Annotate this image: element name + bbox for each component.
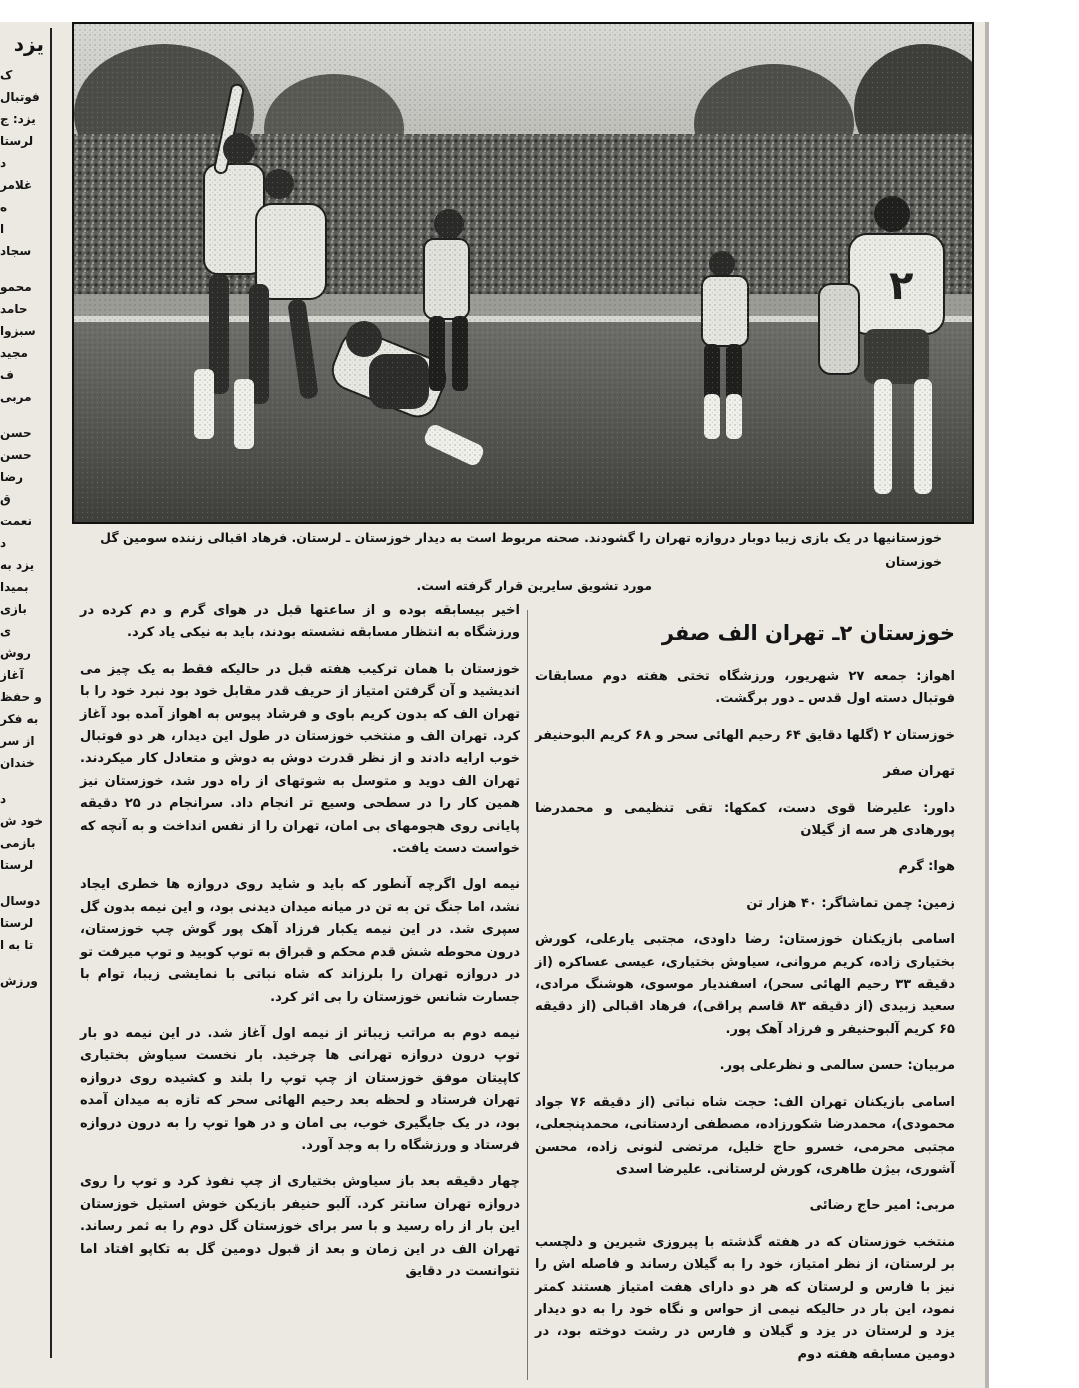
left-column-fragment: د <box>0 792 7 806</box>
left-column-fragment <box>0 408 50 422</box>
left-column-fragment: مربی <box>0 390 32 404</box>
left-clipped-column <box>0 28 52 1358</box>
left-column-fragment: ا <box>0 222 5 236</box>
article-headline: خوزستان ۲ـ تهران الف صفر <box>661 621 955 645</box>
left-column-fragments <box>0 64 50 992</box>
article-paragraph: منتخب خوزستان که در هفته گذشته با پیروزی شیرین و دلچسب بر لرستان، از نظر امتیاز، خود را به گیلان رساند و فاصله اش را نیز با فارس و لرستان که هر دو دارای هفت امتیاز هستند کمتر نمود، این بار در حالیکه نیمی از حواس و نگاه خود را به دو دیدار یزد و لرستان در یزد و گیلان و فارس در رشت دوخته بود، در دومین مسابقه هفته دوم <box>535 1234 955 1362</box>
left-column-fragment: لرستا <box>0 858 34 872</box>
article-paragraph: زمین: چمن تماشاگر: ۴۰ هزار تن <box>746 895 955 911</box>
left-column-fragment <box>0 774 50 788</box>
left-column-fragment: د <box>0 536 7 550</box>
article-paragraph: اخیر بیسابقه بوده و از ساعتها قبل در هوای گرم و دم کرده در ورزشگاه به انتظار مسابقه نشسته بودند، باید به نیکی یاد کرد. <box>80 603 520 641</box>
article-paragraph: چهار دقیقه بعد باز سیاوش بختیاری از چپ نفوذ کرد و توپ را روی دروازه تهران سانتر کرد. آلبو حنیفر بازیکن خوش استیل خوزستان این بار از راه رسید و با سر برای خوزستان گل دوم را به ثمر رساند. تهران الف در این زمان و بعد از قبول دومین گل به تکاپو افتاد اما نتوانست در دقایق <box>80 1174 520 1279</box>
article-paragraph: اهواز: جمعه ۲۷ شهریور، ورزشگاه تختی هفته دوم مسابقات فوتبال دسته اول قدس ـ دور برگشت. <box>535 669 955 707</box>
left-column-fragment: از سر <box>0 734 35 748</box>
left-column-fragment: خود ش <box>0 814 44 828</box>
left-column-fragment: ف <box>0 368 14 382</box>
left-column-fragment: رضا <box>0 470 24 484</box>
caption-line-2: مورد تشویق سایرین قرار گرفته است. <box>416 578 652 593</box>
left-column-fragment: ه <box>0 200 8 214</box>
left-column-fragment: د <box>0 156 7 170</box>
article-paragraph: اسامی بازیکنان خوزستان: رضا داودی، مجتبی یارعلی، کورش بختیاری زاده، کریم مروانی، سیاوش بختیاری، عیسی عساکره (از دقیقه ۳۳ رحیم الهائی سحر)، اسفندیار موسوی، هوشنگ مرادی، سعید زبیدی (از دقیقه ۸۳ قاسم پراقی)، فرهاد اقبالی (از دقیقه ۶۵ کریم آلبوحنیفر و فرزاد آهک پور. <box>535 932 956 1037</box>
left-column-fragment <box>0 876 50 890</box>
left-column-fragment: بمیدا <box>0 580 29 594</box>
match-photo <box>72 22 974 524</box>
caption-line-1: خوزستانیها در یک بازی زیبا دوبار دروازه تهران را گشودند. صحنه مربوط است به دیدار خوزستان ـ لرستان. فرهاد اقبالی زننده سومین گل خوزستان <box>100 530 942 569</box>
left-column-fragment: ک <box>0 68 13 82</box>
top-margin <box>0 0 1079 22</box>
left-column-fragment: ق <box>0 492 11 506</box>
left-column-fragment: خندان <box>0 756 35 770</box>
left-column-fragment: ی <box>0 624 11 638</box>
article-paragraph: تهران صفر <box>883 764 955 780</box>
left-column-fragment: نعمت <box>0 514 33 528</box>
article-paragraph: داور: علیرضا قوی دست، کمکها: تقی تنظیمی و محمدرضا پورهادی هر سه از گیلان <box>535 800 955 839</box>
left-column-fragment: تا به ا <box>0 938 34 952</box>
column-divider <box>527 610 528 1380</box>
article-paragraph: هوا: گرم <box>898 859 955 875</box>
left-column-fragment: لرستا <box>0 916 34 930</box>
left-column-fragment: بازمی <box>0 836 36 850</box>
left-column-fragment: بازی <box>0 602 27 616</box>
photo-caption <box>72 526 942 598</box>
left-column-fragment: مجید <box>0 346 28 360</box>
article-paragraph: خوزستان ۲ (گلها دقایق ۶۴ رحیم الهائی سحر و ۶۸ کریم البوحنیفر <box>535 727 955 743</box>
left-column-fragment: فوتبال <box>0 90 40 104</box>
middle-column-paragraphs <box>80 600 520 1283</box>
left-column-fragment: و حفظ <box>0 690 42 704</box>
left-column-fragment: یزد به <box>0 558 35 572</box>
left-column-fragment: محمو <box>0 280 32 294</box>
article-paragraph: مربیان: حسن سالمی و نظرعلی پور. <box>719 1058 955 1074</box>
left-column-fragment: حسن <box>0 448 32 462</box>
article-paragraph: مربی: امیر حاج رضائی <box>809 1198 955 1214</box>
left-column-fragment: سبزوا <box>0 324 36 338</box>
left-column-fragment: حامد <box>0 302 28 316</box>
left-column-fragment: روش <box>0 646 31 660</box>
left-column-fragment <box>0 956 50 970</box>
left-column-fragment: لرستا <box>0 134 34 148</box>
article-right-column <box>535 618 955 1380</box>
left-column-fragment: سجاد <box>0 244 32 258</box>
left-column-fragment <box>0 262 50 276</box>
right-column-paragraphs <box>535 666 955 1366</box>
article-paragraph: خوزستان با همان ترکیب هفته قبل در حالیکه فقط به یک چیز می اندیشید و آن گرفتن امتیاز از حریف قدر مقابل خود بود نبرد خود را با تهران الف که بدون کریم باوی و فرشاد پیوس به اهواز آمده بود آغاز کرد. تهران الف و منتخب خوزستان در طول این دیدار، هر دو فوتبال خوب ارایه دادند و از نظر قدرت دوش به دوش و متعادل کار میکردند. تهران الف دوید و متوسل به شوتهای از راه دور شد، خوزستان نیز همین کار را در سطحی وسیع تر انجام داد. سرانجام در ۲۵ دقیقه پایانی روی هجومهای بی امان، تهران را از نفس انداخت و به آنچه که خواست دست یافت. <box>80 661 520 857</box>
left-column-fragment: غلامر <box>0 178 33 192</box>
article-paragraph: نیمه دوم به مراتب زیباتر از نیمه اول آغاز شد. در این نیمه دو بار توپ درون دروازه تهرانی ها چرخید. بار نخست سیاوش بختیاری کاپیتان موفق خوزستان از چپ توپ را بلند و کشیده روی دروازه تهران فرستاد و لحظه بعد رحیم الهائی سحر که تازه به میدان آمده بود، در یک جایگیری خوب، بی امان و در هوا توپ را به درون دروازه فرستاد و ورزشگاه را به وجد آورد. <box>80 1025 520 1153</box>
left-column-fragment: ورزش <box>0 974 38 988</box>
article-paragraph: نیمه اول اگرچه آنطور که باید و شاید روی دروازه ها خطری ایجاد نشد، اما جنگ تن به تن در میانه میدان دیدنی بود، و این نیمه بدون گل سپری شد. در این نیمه یکبار فرزاد آهک پور گوش چپ خوزستان، درون محوطه شش قدم محکم و قبراق به توپ کوبید و توپ میرفت تو در دروازه تهران را بلرزاند که شاه نباتی با نمایشی زیبا، توام با جسارت شانس خوزستان را بی اثر کرد. <box>80 877 520 1005</box>
left-column-header: یزد <box>13 32 44 56</box>
left-column-fragment: حسن <box>0 426 32 440</box>
article-paragraph: اسامی بازیکنان تهران الف: حجت شاه نباتی (از دقیقه ۷۶ جواد محمودی)، محمدرضا شکورزاده، مصطفی اردستانی، محمدپنجعلی، مجتبی محرمی، خسرو حاج خلیل، مرتضی لنونی زاده، محسن آشوری، بیژن طاهری، کورش لرستانی. علیرضا اسدی <box>535 1094 955 1177</box>
page-edge <box>985 22 989 1388</box>
left-column-fragment: به فکر <box>0 712 39 726</box>
football-scene-image <box>74 24 972 522</box>
article-middle-column <box>80 600 520 1297</box>
left-column-fragment: یزد: ج <box>0 112 36 126</box>
left-column-fragment: آغاز <box>0 668 24 682</box>
left-column-fragment: دوسال <box>0 894 41 908</box>
